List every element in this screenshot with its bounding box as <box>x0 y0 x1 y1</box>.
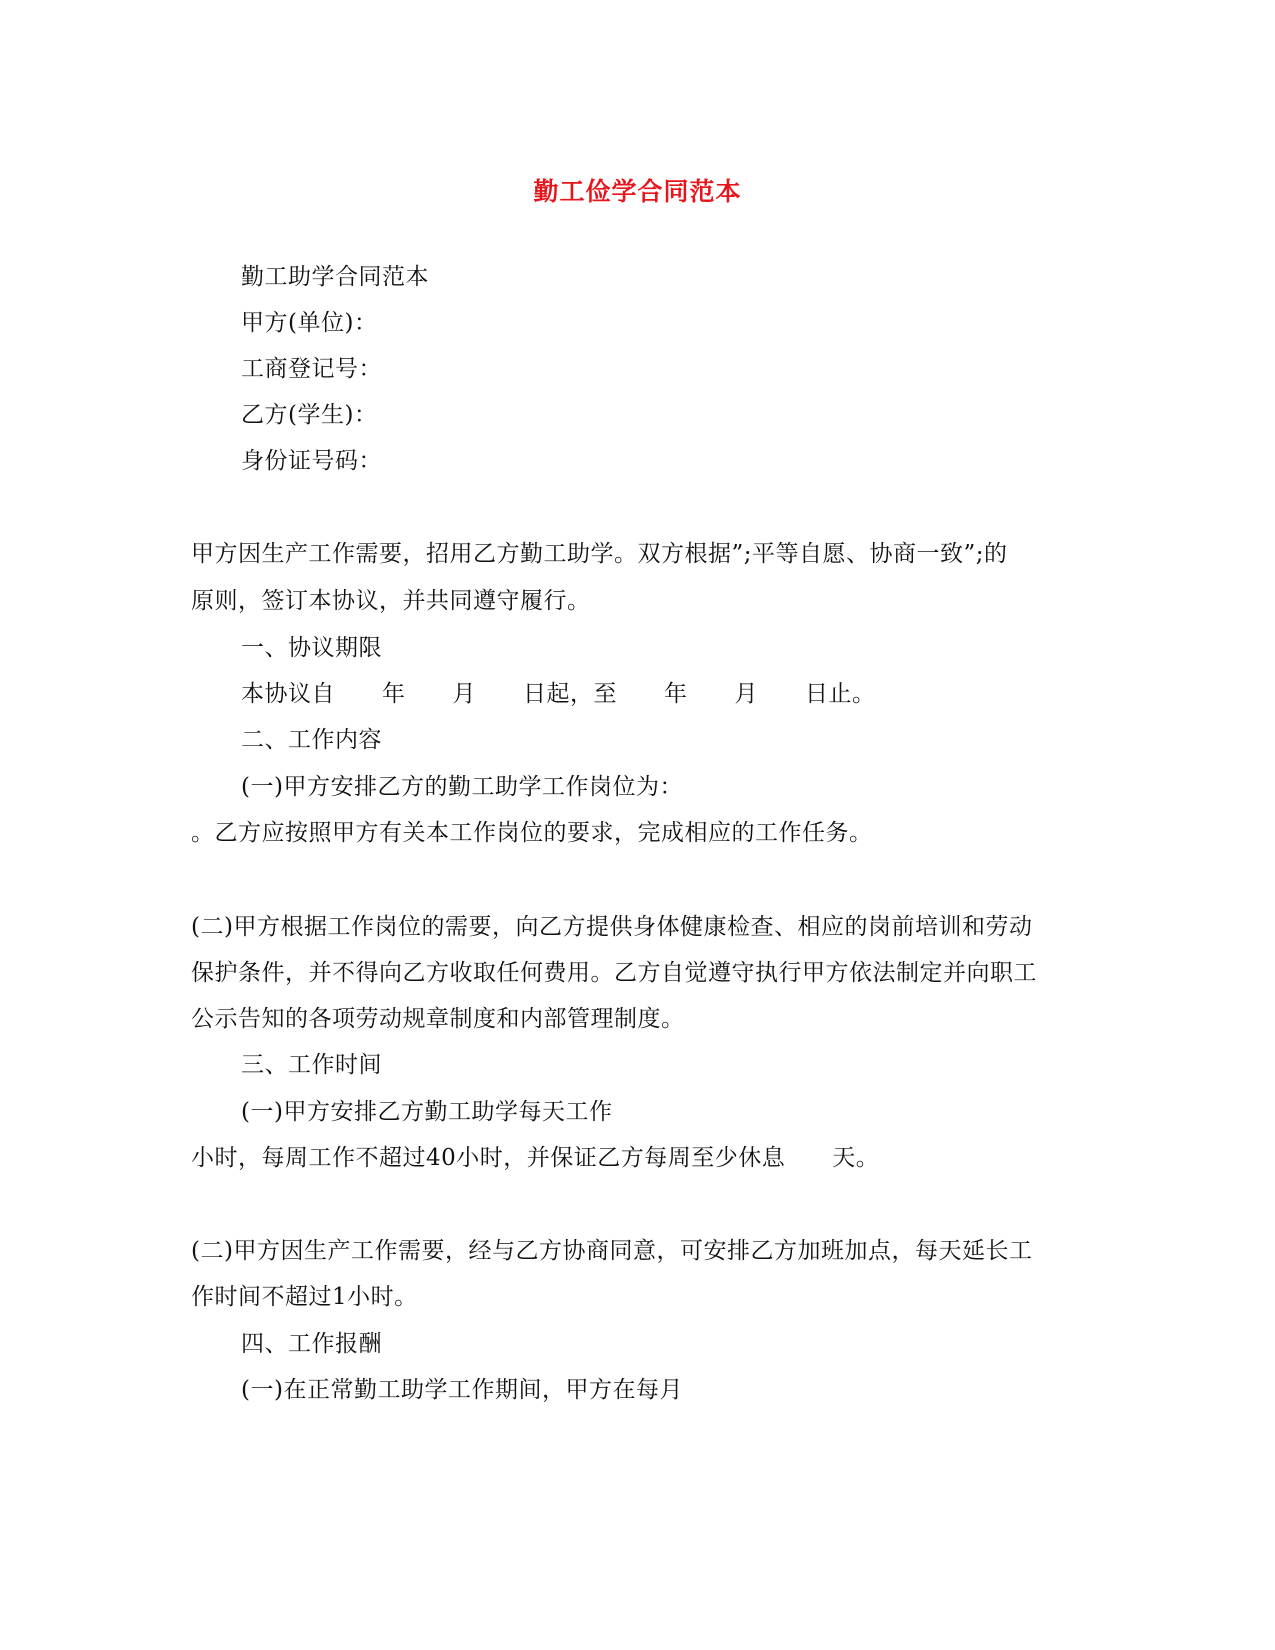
preamble-line-1: 甲方因生产工作需要，招用乙方勤工助学。双方根据”;平等自愿、协商一致”;的 <box>191 541 1008 567</box>
party-a-field: 甲方(单位)： <box>241 310 378 336</box>
work-content-clause-2-line-2: 保护条件，并不得向乙方收取任何费用。乙方自觉遵守执行甲方依法制定并向职工 <box>191 960 1037 986</box>
section-heading-term: 一、协议期限 <box>241 635 382 661</box>
section-heading-remuneration: 四、工作报酬 <box>241 1331 382 1357</box>
work-content-clause-2-line-1: (二)甲方根据工作岗位的需要，向乙方提供身体健康检查、相应的岗前培训和劳动 <box>191 914 1033 940</box>
remuneration-clause-1: (一)在正常勤工助学工作期间，甲方在每月 <box>241 1377 683 1403</box>
work-time-clause-1-continued: 小时，每周工作不超过40小时，并保证乙方每周至少休息 天。 <box>191 1145 880 1171</box>
work-time-clause-2-line-2: 作时间不超过1小时。 <box>191 1284 418 1310</box>
term-clause: 本协议自 年 月 日起，至 年 月 日止。 <box>241 681 876 707</box>
work-content-clause-1: (一)甲方安排乙方的勤工助学工作岗位为： <box>241 774 683 800</box>
document-title: 勤工俭学合同范本 <box>533 177 742 206</box>
work-time-clause-1: (一)甲方安排乙方勤工助学每天工作 <box>241 1099 613 1125</box>
registration-number-field: 工商登记号： <box>241 356 382 382</box>
work-content-clause-1-continued: 。乙方应按照甲方有关本工作岗位的要求，完成相应的工作任务。 <box>191 820 873 846</box>
work-content-clause-2-line-3: 公示告知的各项劳动规章制度和内部管理制度。 <box>191 1006 685 1032</box>
work-time-clause-2-line-1: (二)甲方因生产工作需要，经与乙方协商同意，可安排乙方加班加点，每天延长工 <box>191 1238 1033 1264</box>
section-heading-work-content: 二、工作内容 <box>241 727 382 753</box>
id-number-field: 身份证号码： <box>241 448 382 474</box>
preamble-line-2: 原则，签订本协议，并共同遵守履行。 <box>191 588 591 614</box>
party-b-field: 乙方(学生)： <box>241 402 378 428</box>
contract-subtitle: 勤工助学合同范本 <box>241 264 429 290</box>
section-heading-work-time: 三、工作时间 <box>241 1052 382 1078</box>
